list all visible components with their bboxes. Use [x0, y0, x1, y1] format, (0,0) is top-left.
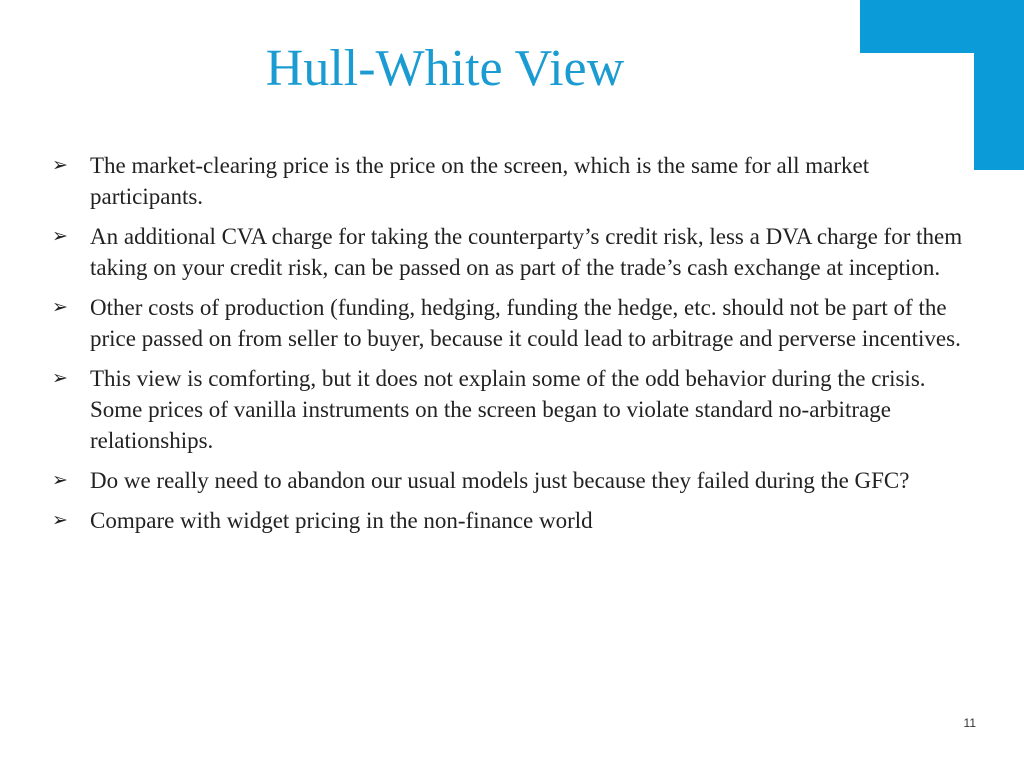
page-number: 11 [963, 716, 976, 730]
bullet-item [52, 505, 972, 536]
bullet-text: The market-clearing price is the price on the screen, which is the same for all market participants. [90, 153, 870, 209]
bullet-text: This view is comforting, but it does not explain some of the odd behavior during the crisis. Some prices of vanilla instruments on the screen began to violate standard no-arbitrage relationships. [90, 366, 926, 453]
bullet-text: An additional CVA charge for taking the counterparty’s credit risk, less a DVA charge for them taking on your credit risk, can be passed on as part of the trade’s cash exchange at inception. [90, 224, 963, 280]
arrow-bullet-icon: ➢ [52, 469, 68, 491]
bullet-item [52, 363, 972, 456]
bullet-text: Compare with widget pricing in the non-finance world [90, 508, 593, 533]
bullet-text: Do we really need to abandon our usual models just because they failed during the GFC? [90, 468, 910, 493]
bullet-item [52, 292, 972, 354]
corner-accent-vertical [974, 0, 1024, 170]
arrow-bullet-icon: ➢ [52, 367, 68, 389]
bullet-text: Other costs of production (funding, hedging, funding the hedge, etc. should not be part of the price passed on from seller to buyer, because it could lead to arbitrage and perverse incentives. [90, 295, 961, 351]
bullet-item [52, 150, 972, 212]
arrow-bullet-icon: ➢ [52, 225, 68, 247]
bullet-item [52, 465, 972, 496]
slide-title: Hull-White View [265, 40, 625, 97]
arrow-bullet-icon: ➢ [52, 509, 68, 531]
bullet-list [52, 150, 972, 545]
arrow-bullet-icon: ➢ [52, 154, 68, 176]
bullet-item [52, 221, 972, 283]
arrow-bullet-icon: ➢ [52, 296, 68, 318]
